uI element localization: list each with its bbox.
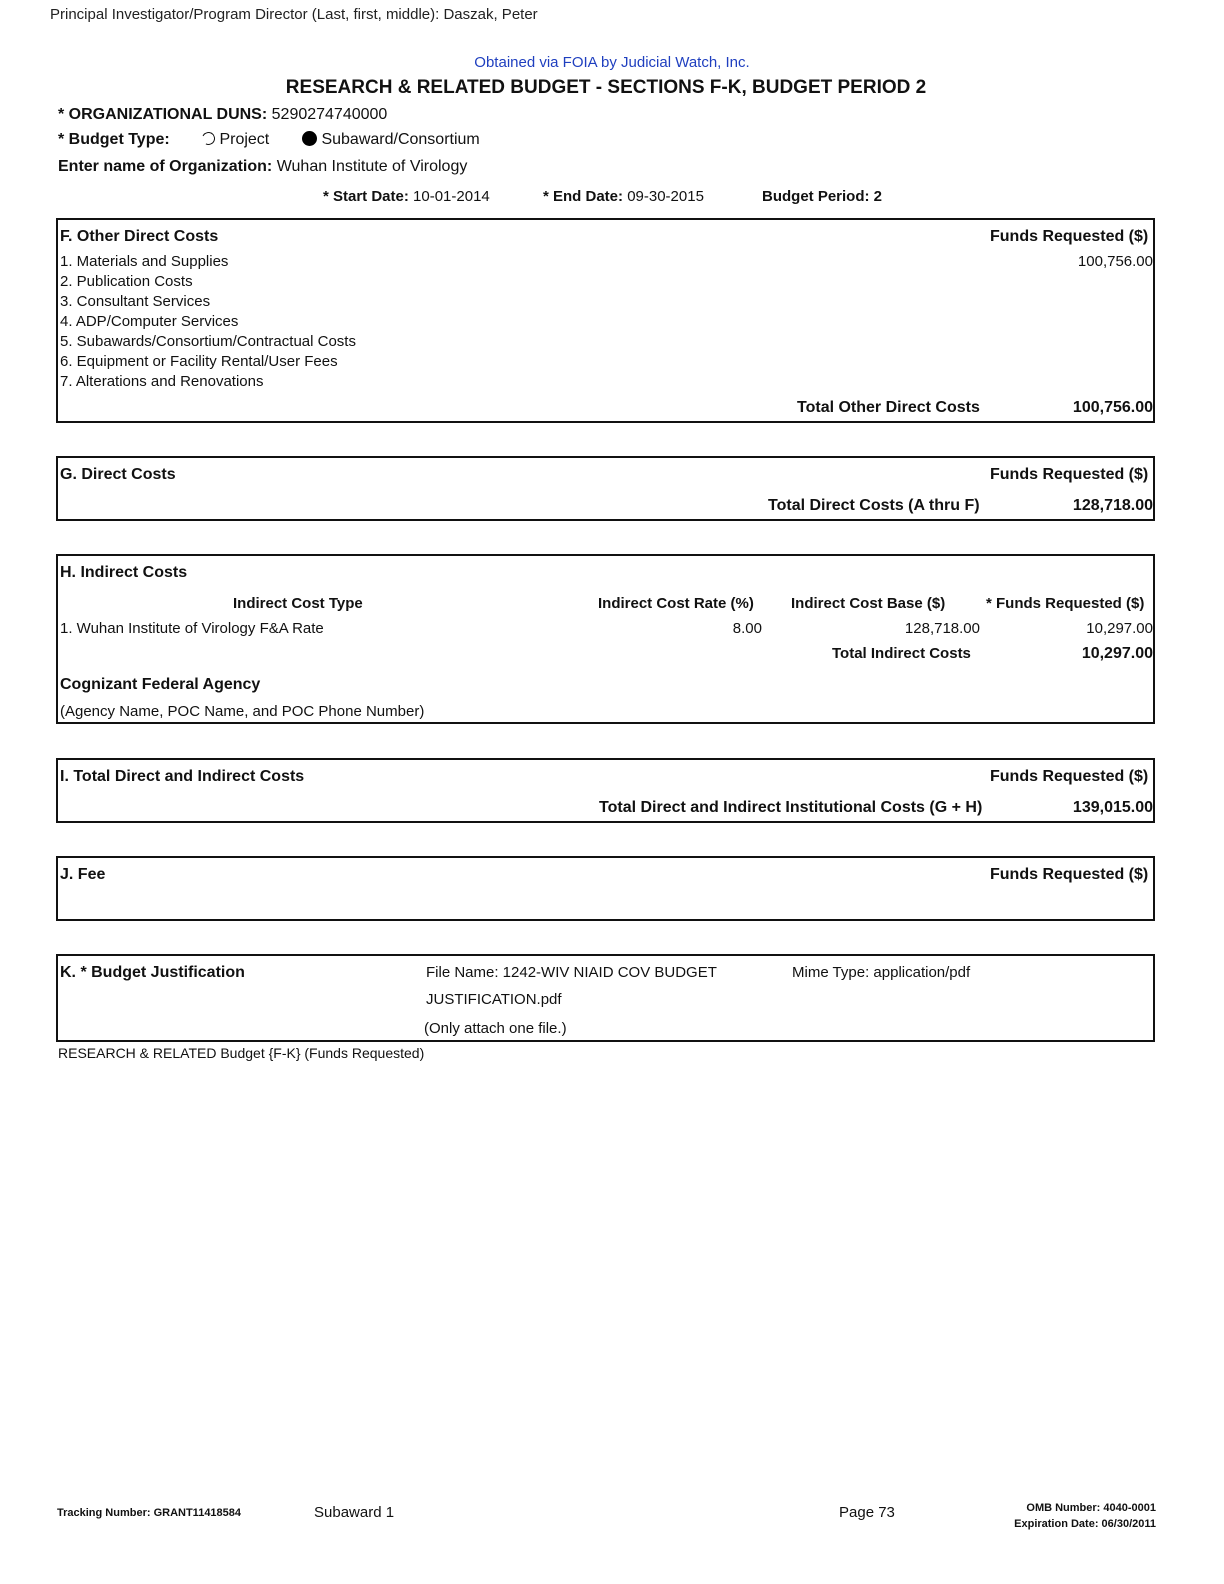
section-i-total-label: Total Direct and Indirect Institutional Costs (G + H) bbox=[599, 799, 983, 816]
budget-type-project[interactable] bbox=[202, 131, 269, 149]
section-h-total-value: 10,297.00 bbox=[1081, 645, 1153, 662]
section-g-box bbox=[56, 456, 1155, 521]
attach-note: (Only attach one file.) bbox=[424, 1020, 567, 1037]
section-j-title: J. Fee bbox=[60, 866, 106, 883]
col-indirect-cost-rate: Indirect Cost Rate (%) bbox=[598, 595, 754, 612]
section-g-total-value: 128,718.00 bbox=[1072, 497, 1153, 514]
section-g-total-label: Total Direct Costs (A thru F) bbox=[768, 497, 980, 514]
list-item: 1. Materials and Supplies 100,756.00 bbox=[60, 253, 1153, 270]
section-f-title: F. Other Direct Costs bbox=[60, 228, 219, 245]
section-i-box bbox=[56, 758, 1155, 823]
subaward-label: Subaward 1 bbox=[314, 1504, 395, 1521]
col-indirect-cost-base: Indirect Cost Base ($) bbox=[791, 595, 946, 612]
file-name-line2[interactable]: JUSTIFICATION.pdf bbox=[426, 991, 562, 1008]
list-item: 5. Subawards/Consortium/Contractual Costs bbox=[60, 333, 356, 350]
table-row-rate: 8.00 bbox=[732, 620, 762, 637]
foia-note: Obtained via FOIA by Judicial Watch, Inc. bbox=[474, 54, 750, 71]
list-item: 2. Publication Costs bbox=[60, 273, 193, 290]
expiration-date: Expiration Date: 06/30/2011 bbox=[1014, 1518, 1156, 1530]
list-item: 7. Alterations and Renovations bbox=[60, 373, 264, 390]
section-f-box bbox=[56, 218, 1155, 423]
form-footer: RESEARCH & RELATED Budget {F-K} (Funds Requested) bbox=[58, 1045, 425, 1061]
end-date-label: * End Date: bbox=[543, 188, 624, 205]
tracking-number: Tracking Number: GRANT11418584 bbox=[57, 1507, 242, 1519]
subaward-option-label: Subaward/Consortium bbox=[321, 131, 480, 148]
cognizant-agency-sub: (Agency Name, POC Name, and POC Phone Number) bbox=[60, 703, 425, 720]
section-f-total-value: 100,756.00 bbox=[1072, 399, 1153, 416]
duns-value: 5290274740000 bbox=[271, 106, 388, 123]
section-j-box bbox=[56, 856, 1155, 921]
col-funds-requested: * Funds Requested ($) bbox=[986, 595, 1145, 612]
end-date-value: 09-30-2015 bbox=[627, 188, 704, 205]
section-h-box bbox=[56, 554, 1155, 724]
page-number: Page 73 bbox=[839, 1504, 895, 1521]
end-date bbox=[543, 188, 704, 205]
duns-label: * ORGANIZATIONAL DUNS: bbox=[58, 106, 268, 123]
cognizant-agency-label: Cognizant Federal Agency bbox=[60, 676, 261, 693]
section-i-total-value: 139,015.00 bbox=[1072, 799, 1153, 816]
section-h-title: H. Indirect Costs bbox=[60, 564, 188, 581]
start-date-label: * Start Date: bbox=[323, 188, 409, 205]
budget-period bbox=[762, 188, 882, 205]
start-date bbox=[323, 188, 490, 205]
section-j-funds-header: Funds Requested ($) bbox=[990, 866, 1149, 883]
table-row-funds: 10,297.00 bbox=[1086, 620, 1153, 637]
list-item: 6. Equipment or Facility Rental/User Fees bbox=[60, 353, 338, 370]
budget-type-subaward[interactable] bbox=[302, 131, 480, 149]
start-date-value: 10-01-2014 bbox=[413, 188, 490, 205]
budget-period-value: 2 bbox=[873, 188, 883, 205]
org-name-row bbox=[58, 158, 467, 176]
org-name-label: Enter name of Organization: bbox=[58, 158, 273, 175]
budget-type-row bbox=[58, 131, 170, 149]
section-f-items bbox=[58, 253, 1153, 393]
budget-period-label: Budget Period: bbox=[762, 188, 870, 205]
page-title: RESEARCH & RELATED BUDGET - SECTIONS F-K, BUDGET PERIOD 2 bbox=[285, 77, 927, 98]
col-indirect-cost-type: Indirect Cost Type bbox=[233, 595, 363, 612]
duns-row bbox=[58, 106, 387, 124]
project-option-label: Project bbox=[219, 131, 270, 148]
pi-line: Principal Investigator/Program Director (Last, first, middle): Daszak, Peter bbox=[50, 6, 538, 23]
list-item: 3. Consultant Services bbox=[60, 293, 211, 310]
radio-empty-icon[interactable] bbox=[200, 130, 217, 147]
org-name-value: Wuhan Institute of Virology bbox=[276, 158, 468, 175]
section-f-funds-header: Funds Requested ($) bbox=[990, 228, 1149, 245]
file-name-line1[interactable]: File Name: 1242-WIV NIAID COV BUDGET bbox=[426, 964, 717, 981]
table-row-type: 1. Wuhan Institute of Virology F&A Rate bbox=[60, 620, 324, 637]
table-row-base: 128,718.00 bbox=[904, 620, 980, 637]
budget-type-label: * Budget Type: bbox=[58, 131, 170, 148]
section-f-total-label: Total Other Direct Costs bbox=[797, 399, 980, 416]
section-i-funds-header: Funds Requested ($) bbox=[990, 768, 1149, 785]
section-k-box bbox=[56, 954, 1155, 1042]
section-k-title: K. * Budget Justification bbox=[60, 964, 245, 981]
mime-type: Mime Type: application/pdf bbox=[792, 964, 971, 981]
section-h-total-label: Total Indirect Costs bbox=[832, 645, 971, 662]
omb-number: OMB Number: 4040-0001 bbox=[1026, 1502, 1156, 1514]
section-g-title: G. Direct Costs bbox=[60, 466, 176, 483]
section-i-title: I. Total Direct and Indirect Costs bbox=[60, 768, 305, 785]
list-item: 4. ADP/Computer Services bbox=[60, 313, 239, 330]
radio-filled-icon[interactable] bbox=[302, 131, 317, 146]
section-g-funds-header: Funds Requested ($) bbox=[990, 466, 1149, 483]
